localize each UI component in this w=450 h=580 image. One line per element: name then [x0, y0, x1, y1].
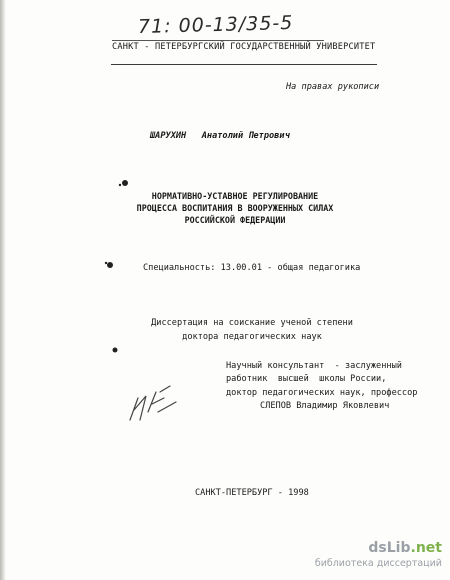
- dissertation-title: [130, 190, 340, 226]
- title-line-1: НОРМАТИВНО-УСТАВНОЕ РЕГУЛИРОВАНИЕ: [151, 191, 319, 201]
- watermark-logo[interactable]: [368, 540, 442, 556]
- archive-number: 71: 00-13/35-5: [137, 11, 294, 39]
- scientific-advisor: [226, 360, 418, 414]
- ink-blot-3: [107, 262, 113, 268]
- specialty: Специальность: 13.00.01 - общая педагогика: [143, 263, 361, 273]
- watermark[interactable]: [314, 540, 442, 574]
- title-line-3: РОССИЙСКОЙ ФЕДЕРАЦИИ: [184, 215, 286, 225]
- manuscript-note: На правах рукописи: [286, 82, 380, 92]
- title-line-2: ПРОЦЕССА ВОСПИТАНИЯ В ВООРУЖЕННЫХ СИЛАХ: [136, 203, 334, 213]
- advisor-line-1: Научный консультант - заслуженный: [226, 361, 402, 371]
- ink-blot-1: [122, 180, 128, 186]
- advisor-line-3: доктор педагогических наук, профессор: [226, 387, 418, 398]
- ink-blot-4: [105, 262, 107, 264]
- handwritten-scribble: [130, 386, 176, 420]
- author-name: ШАРУХИН Анатолий Петрович: [150, 131, 290, 141]
- advisor-line-4: СЛЕПОВ Владимир Яковлевич: [260, 401, 390, 412]
- archive-underline: [112, 40, 324, 41]
- header-rule: [111, 64, 377, 65]
- watermark-caption: библиотека диссертаций: [314, 558, 442, 569]
- degree-line-1: Диссертация на соискание ученой степени: [151, 318, 353, 328]
- degree-line-2: доктора педагогических наук: [182, 332, 322, 342]
- ink-blot-5: [113, 348, 118, 353]
- advisor-line-2: работник высшей школы России,: [226, 374, 387, 385]
- watermark-logo-main: dsLib: [368, 540, 411, 556]
- page-edge-shadow: [0, 0, 6, 580]
- degree-statement: [150, 316, 354, 344]
- ink-blot-2: [119, 184, 121, 186]
- university-name: САНКТ - ПЕТЕРБУРГСКИЙ ГОСУДАРСТВЕННЫЙ УНИВЕРСИТЕТ: [112, 42, 376, 52]
- city-year: САНКТ-ПЕТЕРБУРГ - 1998: [195, 488, 309, 498]
- watermark-logo-suffix: .net: [410, 540, 442, 556]
